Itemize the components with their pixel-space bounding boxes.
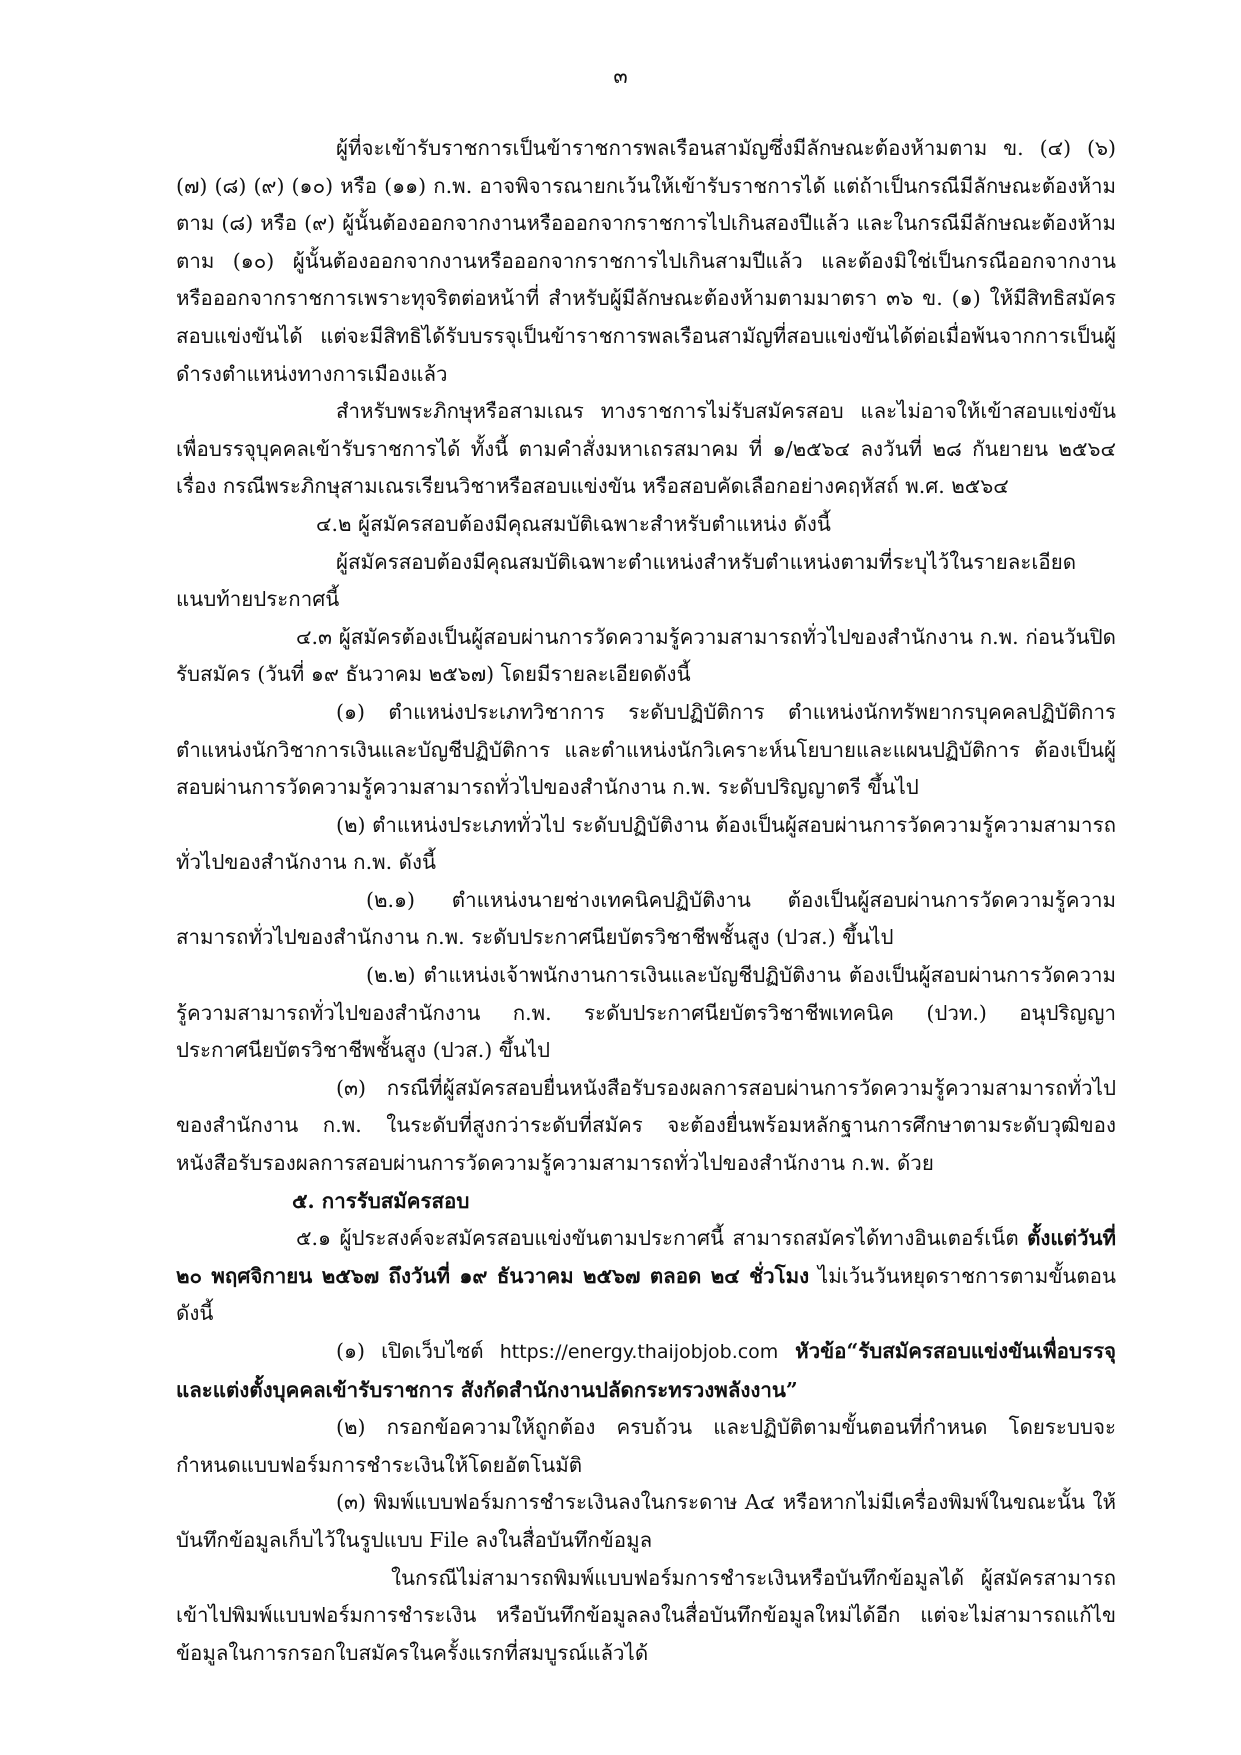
section-heading-application: ๕. การรับสมัครสอบ: [292, 1188, 470, 1213]
paragraph-reprint-note: ในกรณีไม่สามารถพิมพ์แบบฟอร์มการชำระเงินหรือบันทึกข้อมูลได้ ผู้สมัครสามารถเข้าไปพิมพ์แบบฟอร์มการชำระเงิน หรือบันทึกข้อมูลลงในสื่อบันทึกข้อมูลใหม่ได้อีก แต่จะไม่สามารถแก้ไขข้อมูลในการกรอกใบสมัครในครั้งแรกที่สมบูรณ์แล้วได้: [176, 1565, 1116, 1665]
paragraph-4-2-specific-qualifications: ๔.๒ ผู้สมัครสอบต้องมีคุณสมบัติเฉพาะสำหรับตำแหน่ง ดังนี้: [316, 511, 831, 536]
paragraph-general-positions: (๒) ตำแหน่งประเภททั่วไป ระดับปฏิบัติงาน ต้องเป็นผู้สอบผ่านการวัดความรู้ความสามารถทั่วไปของสำนักงาน ก.พ. ดังนี้: [176, 812, 1116, 875]
paragraph-step-1-website: [176, 1333, 1116, 1409]
step-1-topic: หัวข้อ“รับสมัครสอบแข่งขันเพื่อบรรจุและแต่งตั้งบุคคลเข้ารับราชการ สังกัดสำนักงานปลัดกระทรวงพลังงาน”: [176, 1339, 1116, 1402]
application-website-link[interactable]: https://energy.thaijobjob.com: [499, 1341, 779, 1363]
paragraph-higher-level-certificate: (๓) กรณีที่ผู้สมัครสอบยื่นหนังสือรับรองผลการสอบผ่านการวัดความรู้ความสามารถทั่วไปของสำนักงาน ก.พ. ในระดับที่สูงกว่าระดับที่สมัคร จะต้องยื่นพร้อมหลักฐานการศึกษาตามระดับวุฒิของหนังสือรับรองผลการสอบผ่านการวัดความรู้ความสามารถทั่วไปของสำนักงาน ก.พ. ด้วย: [176, 1075, 1116, 1176]
paragraph-5-1-online-application: [176, 1220, 1116, 1333]
paragraph-specific-qualifications-detail: ผู้สมัครสอบต้องมีคุณสมบัติเฉพาะตำแหน่งสำหรับตำแหน่งตามที่ระบุไว้ในรายละเอียดแนบท้ายประกาศนี้: [176, 549, 1077, 612]
paragraph-prohibition-exemption: ผู้ที่จะเข้ารับราชการเป็นข้าราชการพลเรือนสามัญซึ่งมีลักษณะต้องห้ามตาม ข. (๔) (๖) (๗) (๘) (๙) (๑๐) หรือ (๑๑) ก.พ. อาจพิจารณายกเว้นให้เข้ารับราชการได้ แต่ถ้าเป็นกรณีมีลักษณะต้องห้ามตาม (๘) หรือ (๙) ผู้นั้นต้องออกจากงานหรือออกจากราชการไปเกินสองปีแล้ว และในกรณีมีลักษณะต้องห้ามตาม (๑๐) ผู้นั้นต้องออกจากงานหรือออกจากราชการไปเกินสามปีแล้ว และต้องมิใช่เป็นกรณีออกจากงานหรือออกจากราชการเพราะทุจริตต่อหน้าที่ สำหรับผู้มีลักษณะต้องห้ามตามมาตรา ๓๖ ข. (๑) ให้มีสิทธิสมัครสอบแข่งขันได้ แต่จะมีสิทธิได้รับบรรจุเป็นข้าราชการพลเรือนสามัญที่สอบแข่งขันได้ต่อเมื่อพ้นจากการเป็นผู้ดำรงตำแหน่งทางการเมืองแล้ว: [176, 136, 1116, 386]
paragraph-step-2-fill-form: (๒) กรอกข้อความให้ถูกต้อง ครบถ้วน และปฏิบัติตามขั้นตอนที่กำหนด โดยระบบจะกำหนดแบบฟอร์มการชำระเงินให้โดยอัตโนมัติ: [176, 1415, 1116, 1477]
paragraph-5-1-tail: ไม่เว้นวันหยุดราชการตามขั้นตอน ดังนี้: [176, 1263, 1116, 1326]
paragraph-academic-positions: (๑) ตำแหน่งประเภทวิชาการ ระดับปฏิบัติการ ตำแหน่งนักทรัพยากรบุคคลปฏิบัติการ ตำแหน่งนักวิชาการเงินและบัญชีปฏิบัติการ และตำแหน่งนักวิเคราะห์นโยบายและแผนปฏิบัติการ ต้องเป็นผู้สอบผ่านการวัดความรู้ความสามารถทั่วไปของสำนักงาน ก.พ. ระดับปริญญาตรี ขึ้นไป: [176, 699, 1116, 800]
application-period: ตั้งแต่วันที่ ๒๐ พฤศจิกายน ๒๕๖๗ ถึงวันที่ ๑๙ ธันวาคม ๒๕๖๗ ตลอด ๒๔ ชั่วโมง: [176, 1226, 1116, 1288]
page-number: ๓: [613, 64, 628, 88]
document-body: [176, 130, 1116, 1672]
step-1-intro: (๑) เปิดเว็บไซต์: [336, 1339, 500, 1363]
paragraph-finance-officer-position: (๒.๒) ตำแหน่งเจ้าพนักงานการเงินและบัญชีปฏิบัติงาน ต้องเป็นผู้สอบผ่านการวัดความรู้ความสามารถทั่วไปของสำนักงาน ก.พ. ระดับประกาศนียบัตรวิชาชีพเทคนิค (ปวท.) อนุปริญญา ประกาศนียบัตรวิชาชีพชั้นสูง (ปวส.) ขึ้นไป: [176, 963, 1116, 1063]
paragraph-technician-position: (๒.๑) ตำแหน่งนายช่างเทคนิคปฏิบัติงาน ต้องเป็นผู้สอบผ่านการวัดความรู้ความสามารถทั่วไปของสำนักงาน ก.พ. ระดับประกาศนียบัตรวิชาชีพชั้นสูง (ปวส.) ขึ้นไป: [176, 887, 1116, 950]
paragraph-5-1-intro: ๕.๑ ผู้ประสงค์จะสมัครสอบแข่งขันตามประกาศนี้ สามารถสมัครได้ทางอินเตอร์เน็ต: [296, 1226, 1028, 1251]
paragraph-4-3-ocsc-exam: ๔.๓ ผู้สมัครต้องเป็นผู้สอบผ่านการวัดความรู้ความสามารถทั่วไปของสำนักงาน ก.พ. ก่อนวันปิดรับสมัคร (วันที่ ๑๙ ธันวาคม ๒๕๖๗) โดยมีรายละเอียดดังนี้: [176, 624, 1116, 687]
paragraph-step-3-print-payment: (๓) พิมพ์แบบฟอร์มการชำระเงินลงในกระดาษ A๔ หรือหากไม่มีเครื่องพิมพ์ในขณะนั้น ให้บันทึกข้อมูลเก็บไว้ในรูปแบบ File ลงในสื่อบันทึกข้อมูล: [176, 1490, 1116, 1552]
paragraph-monks-novices: สำหรับพระภิกษุหรือสามเณร ทางราชการไม่รับสมัครสอบ และไม่อาจให้เข้าสอบแข่งขันเพื่อบรรจุบุคคลเข้ารับราชการได้ ทั้งนี้ ตามคำสั่งมหาเถรสมาคม ที่ ๑/๒๕๖๔ ลงวันที่ ๒๘ กันยายน ๒๕๖๔ เรื่อง กรณีพระภิกษุสามเณรเรียนวิชาหรือสอบแข่งขัน หรือสอบคัดเลือกอย่างคฤหัสถ์ พ.ศ. ๒๕๖๔: [176, 399, 1116, 499]
